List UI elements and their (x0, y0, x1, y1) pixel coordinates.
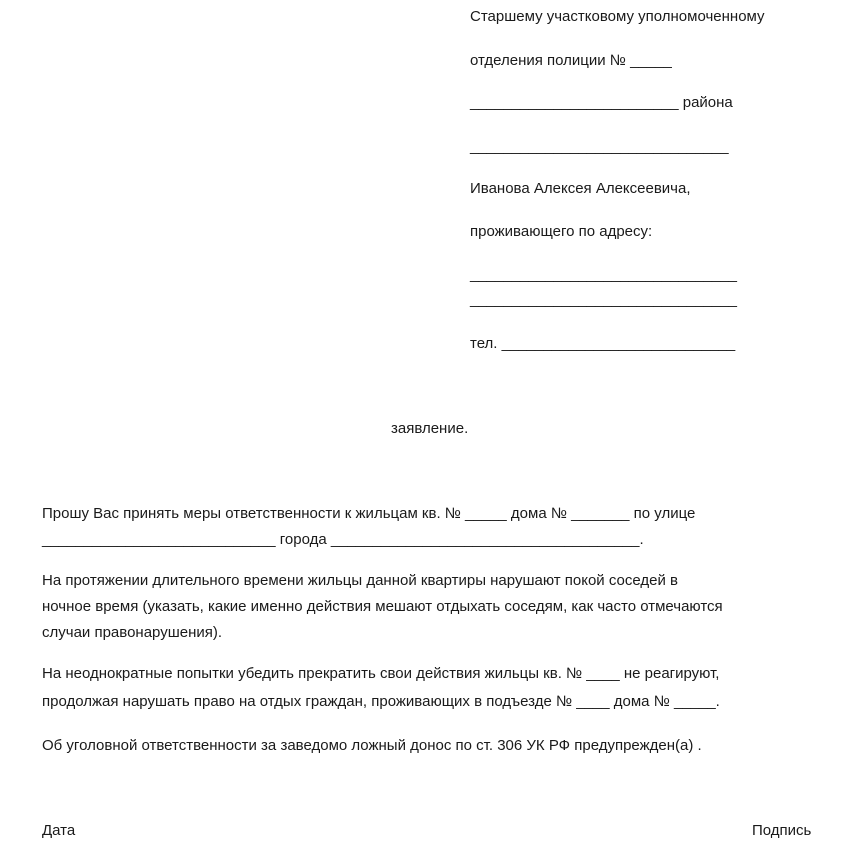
document-title: заявление. (391, 420, 469, 437)
date-label: Дата (42, 822, 76, 839)
addressee-line-3: _________________________ района (470, 94, 733, 111)
addressee-line-1: Старшему участковому уполномоченному (470, 8, 765, 25)
applicant-name: Иванова Алексея Алексеевича, (470, 180, 691, 197)
paragraph-3-line-2: продолжая нарушать право на отдых граждан, проживающих в подъезде № ____ дома № _____. (42, 693, 720, 710)
address-blank-1: ________________________________ (470, 266, 737, 283)
paragraph-4-line-1: Об уголовной ответственности за заведомо ложный донос по ст. 306 УК РФ предупрежден(а) . (42, 737, 702, 754)
paragraph-2-line-3: случаи правонарушения). (42, 624, 223, 641)
applicant-phone: тел. ____________________________ (470, 335, 736, 352)
paragraph-1-line-1: Прошу Вас принять меры ответственности к жильцам кв. № _____ дома № _______ по улице (42, 505, 696, 522)
applicant-address-label: проживающего по адресу: (470, 223, 653, 240)
paragraph-2-line-1: На протяжении длительного времени жильцы данной квартиры нарушают покой соседей в (42, 572, 678, 589)
paragraph-2-line-2: ночное время (указать, какие именно действия мешают отдыхать соседям, как часто отмечаются (42, 598, 723, 615)
paragraph-1-line-2: ____________________________ города _____________________________________. (42, 531, 644, 548)
addressee-line-2: отделения полиции № _____ (470, 52, 672, 69)
address-blank-2: ________________________________ (470, 291, 737, 308)
addressee-line-4: _______________________________ (470, 138, 729, 155)
paragraph-3-line-1: На неоднократные попытки убедить прекратить свои действия жильцы кв. № ____ не реагируют, (42, 665, 720, 682)
signature-label: Подпись (752, 822, 812, 839)
